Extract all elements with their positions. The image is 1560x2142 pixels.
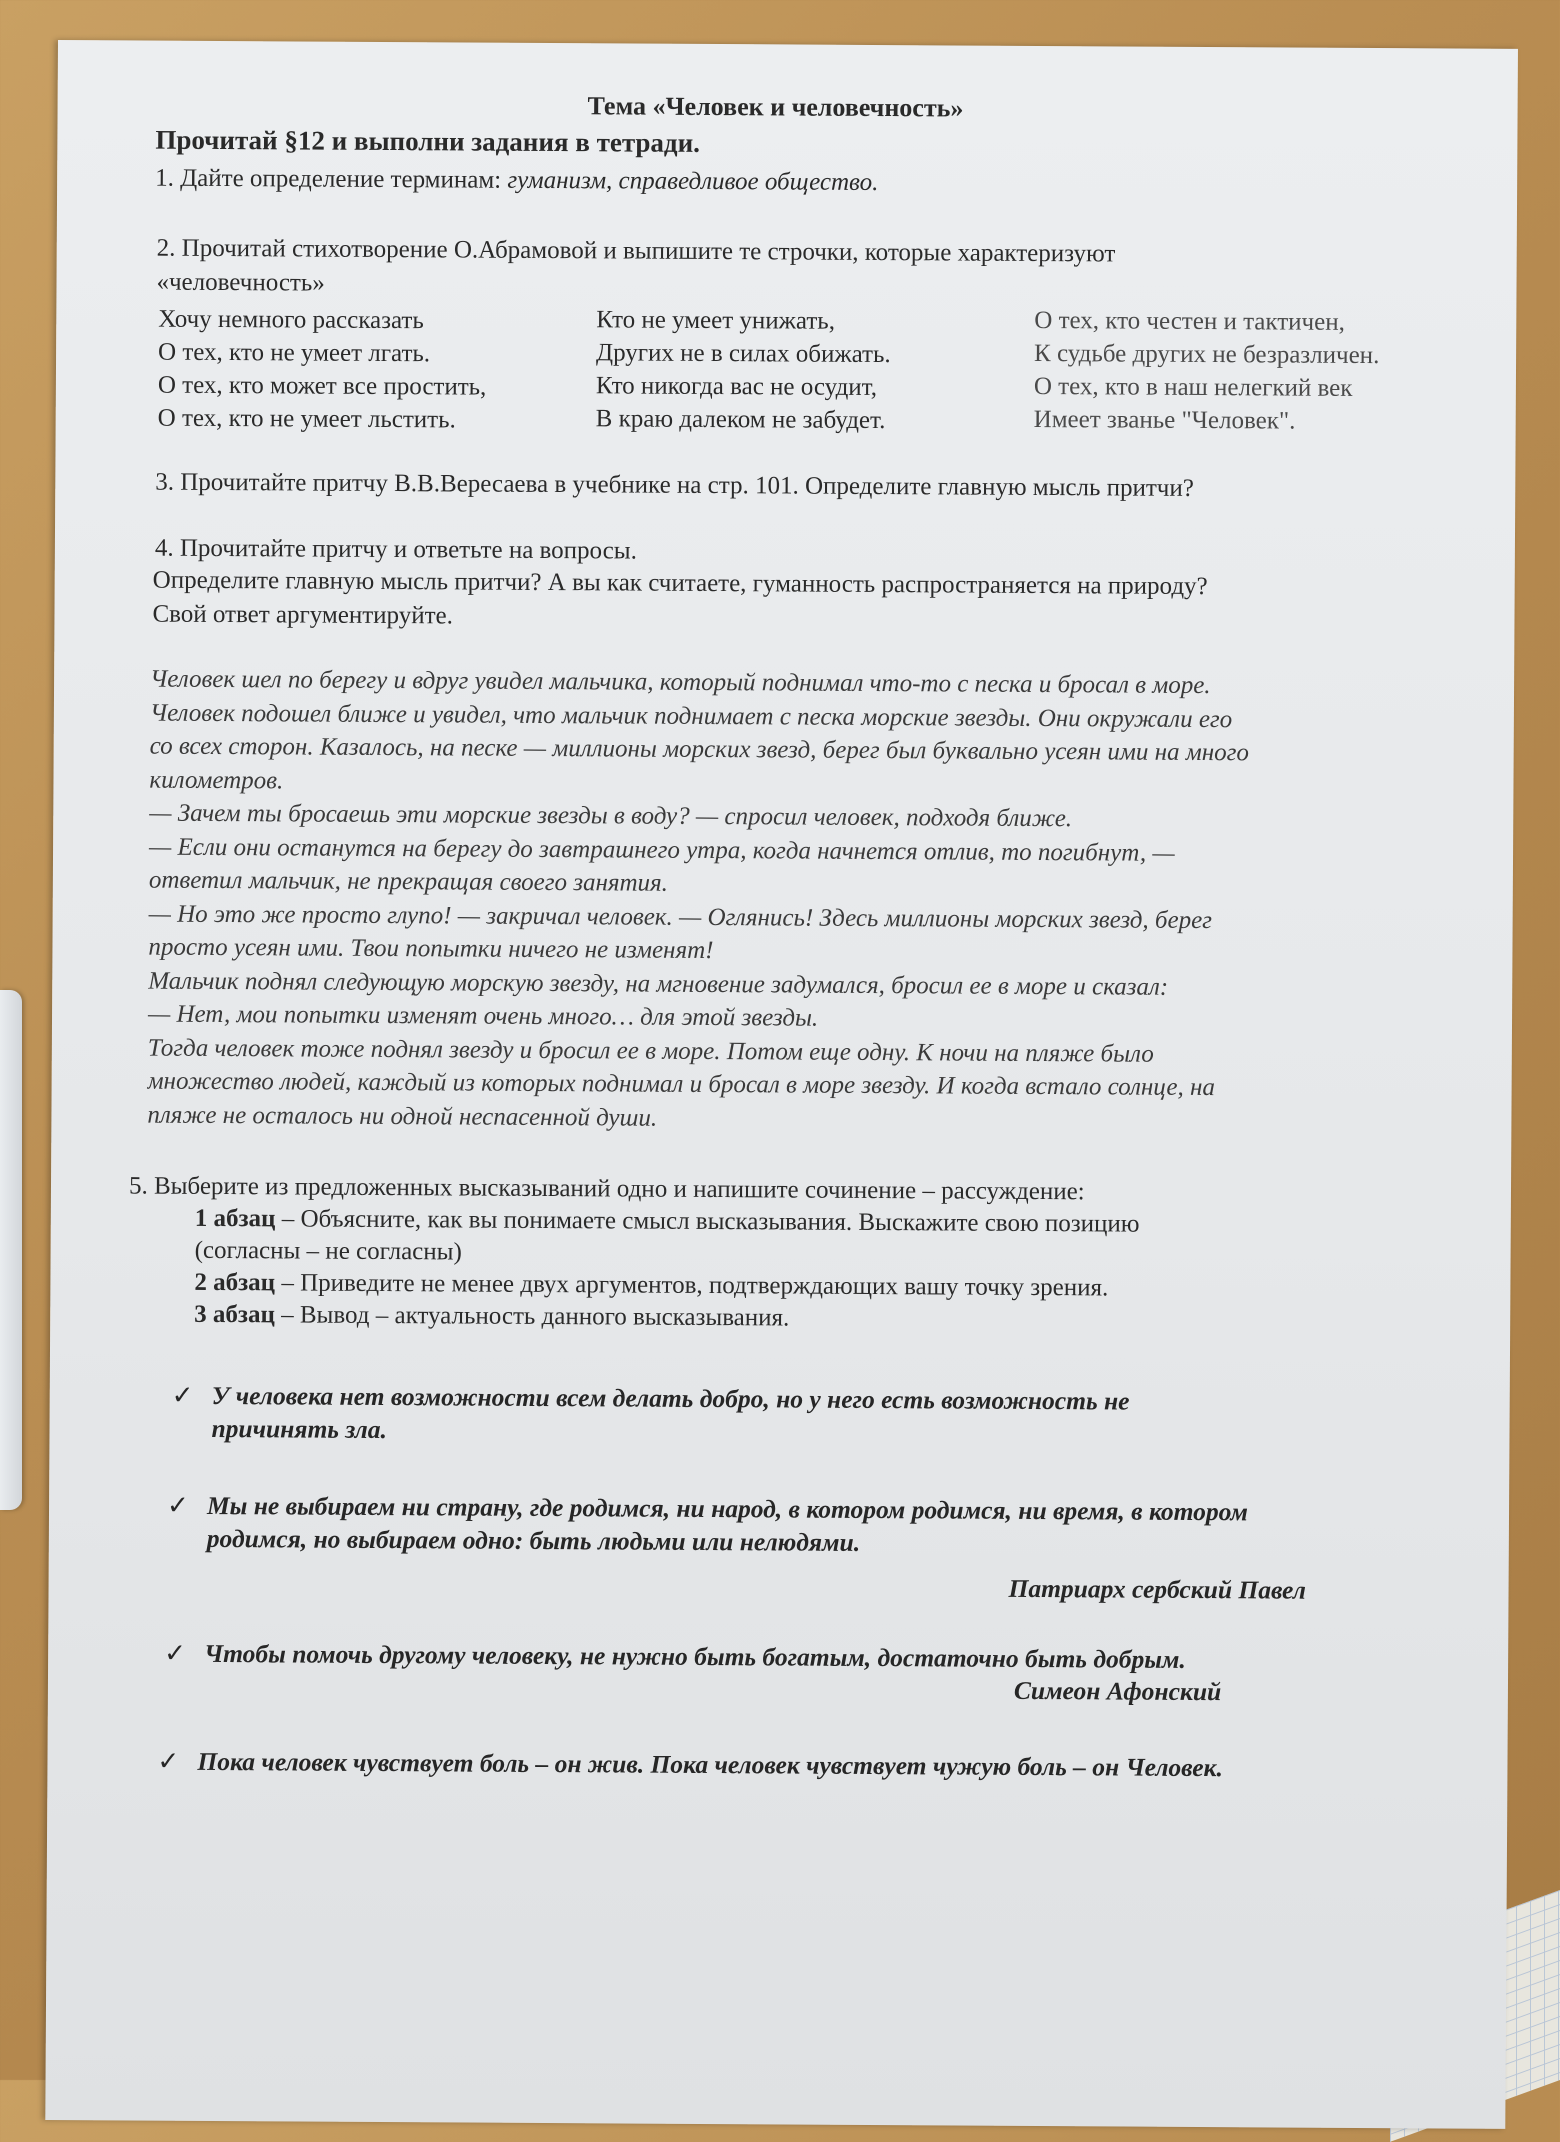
poem-line: О тех, кто не умеет льстить. <box>157 404 456 434</box>
quote-line: причинять зла. <box>211 1413 387 1445</box>
paragraph-2-label: 2 абзац <box>194 1268 276 1297</box>
poem-line: Кто не умеет унижать, <box>596 306 836 335</box>
poem-column-1 <box>158 303 487 437</box>
paragraph-2-text: – Приведите не менее двух аргументов, подтверждающих вашу точку зрения. <box>275 1269 1109 1302</box>
poem-line: Хочу немного рассказать <box>158 305 424 335</box>
quote-2-author: Патриарх сербский Павел <box>1008 1573 1306 1605</box>
quote-3 <box>164 1637 1186 1676</box>
poem-line: О тех, кто не умеет лгать. <box>158 338 431 368</box>
parable-line: — Но это же просто глупо! — закричал человек. — Оглянись! Здесь миллионы морских звезд, берег <box>148 900 1213 934</box>
paragraph-1-text: – Объясните, как вы понимаете смысл высказывания. Выскажите свою позицию <box>275 1205 1140 1238</box>
task-3: 3. Прочитайте притчу В.В.Вересаева в учебнике на стр. 101. Определите главную мысль притчи? <box>155 468 1194 502</box>
task-4-line-3: Свой ответ аргументируйте. <box>152 600 453 630</box>
parable-line: километров. <box>149 766 284 794</box>
quote-line: Мы не выбираем ни страну, где родимся, ни народ, в котором родимся, ни время, в котором <box>206 1490 1249 1527</box>
parable-line: просто усеян ими. Твои попытки ничего не изменят! <box>148 933 714 965</box>
parable-text <box>147 663 1480 1140</box>
parable-line: со всех сторон. Казалось, на песке — миллионы морских звезд, берег был буквально усеян ими на много <box>149 732 1250 767</box>
poem-line: Других не в силах обижать. <box>596 339 891 369</box>
paragraph-1-continuation: (согласны – не согласны) <box>194 1236 462 1266</box>
quote-2 <box>166 1489 1249 1561</box>
task-2-line-1: 2. Прочитай стихотворение О.Абрамовой и выпишите те строчки, которые характеризуют <box>156 234 1116 268</box>
parable-line: Мальчик поднял следующую морскую звезду, на мгновение задумался, бросил ее в море и сказал: <box>148 967 1169 1001</box>
poem-column-3 <box>1034 304 1380 438</box>
poem-line: Кто никогда вас не осудит, <box>595 372 878 402</box>
parable-line: ответил мальчик, не прекращая своего занятия. <box>148 866 669 897</box>
checkmark-icon: ✓ <box>171 1380 194 1410</box>
task-1 <box>155 165 878 197</box>
task-5-intro: 5. Выберите из предложенных высказываний одно и напишите сочинение – рассуждение: <box>128 1172 1085 1206</box>
checkmark-icon: ✓ <box>164 1638 187 1668</box>
quote-line: Пока человек чувствует боль – он жив. Пока человек чувствует чужую боль – он Человек. <box>197 1746 1224 1783</box>
poem-line: К судьбе других не безразличен. <box>1034 339 1380 370</box>
paragraph-3-label: 3 абзац <box>194 1300 276 1329</box>
parable-line: — Если они останутся на берегу до завтрашнего утра, когда начнется отлив, то погибнут, — <box>148 833 1175 867</box>
paragraph-3-instruction <box>128 1298 1139 1336</box>
parable-line: Человек шел по берегу и вдруг увидел мальчика, который поднимал что-то с песка и бросал в море. <box>150 665 1211 700</box>
poem-line: В краю далеком не забудет. <box>595 405 886 435</box>
poem-line: Имеет званье "Человек". <box>1033 405 1296 435</box>
paragraph-3-text: – Вывод – актуальность данного высказывания. <box>274 1301 790 1332</box>
task-1-terms: гуманизм, справедливое общество. <box>507 166 879 197</box>
parable-line: множество людей, каждый из которых поднимал и бросал в море звезду. И когда встало солнце, на <box>147 1067 1216 1102</box>
quote-3-author: Симеон Афонский <box>1013 1675 1222 1707</box>
parable-line: пляже не осталось ни одной неспасенной души. <box>147 1101 658 1132</box>
task-1-text: 1. Дайте определение терминам: <box>155 164 508 194</box>
quote-line: Чтобы помочь другому человеку, не нужно быть богатым, достаточно быть добрым. <box>204 1638 1186 1674</box>
task-2-line-2: «человечность» <box>156 268 325 297</box>
quote-1 <box>171 1379 1130 1451</box>
checkmark-icon: ✓ <box>166 1490 189 1520</box>
task-4-line-2: Определите главную мысль притчи? А вы как считаете, гуманность распространяется на природу? <box>152 566 1208 601</box>
checkmark-icon: ✓ <box>157 1746 180 1776</box>
task-4-line-1: 4. Прочитайте притчу и ответьте на вопросы. <box>154 534 637 565</box>
page-title: Тема «Человек и человечность» <box>587 91 964 123</box>
quote-4 <box>157 1745 1224 1784</box>
task-5 <box>128 1170 1140 1336</box>
paragraph-1-label: 1 абзац <box>194 1204 276 1233</box>
desk-object <box>0 990 22 1510</box>
poem-line: О тех, кто в наш нелегкий век <box>1033 372 1353 402</box>
poem-line: О тех, кто честен и тактичен, <box>1034 306 1345 336</box>
poem-line: О тех, кто может все простить, <box>157 371 487 401</box>
quote-line: У человека нет возможности всем делать добро, но у него есть возможность не <box>211 1380 1130 1416</box>
worksheet-page <box>45 40 1518 2129</box>
parable-line: Тогда человек тоже поднял звезду и бросил ее в море. Потом еще одну. К ночи на пляже было <box>147 1034 1154 1068</box>
parable-line: — Нет, мои попытки изменят очень много… для этой звезды. <box>147 1000 819 1032</box>
quote-line: родимся, но выбираем одно: быть людьми или нелюдями. <box>206 1523 861 1557</box>
poem-column-2 <box>596 303 891 437</box>
instruction: Прочитай §12 и выполни задания в тетради. <box>155 124 701 158</box>
parable-line: Человек подошел ближе и увидел, что мальчик поднимает с песка морские звезды. Они окружали его <box>149 699 1233 733</box>
parable-line: — Зачем ты бросаешь эти морские звезды в воду? — спросил человек, подходя ближе. <box>149 799 1073 833</box>
